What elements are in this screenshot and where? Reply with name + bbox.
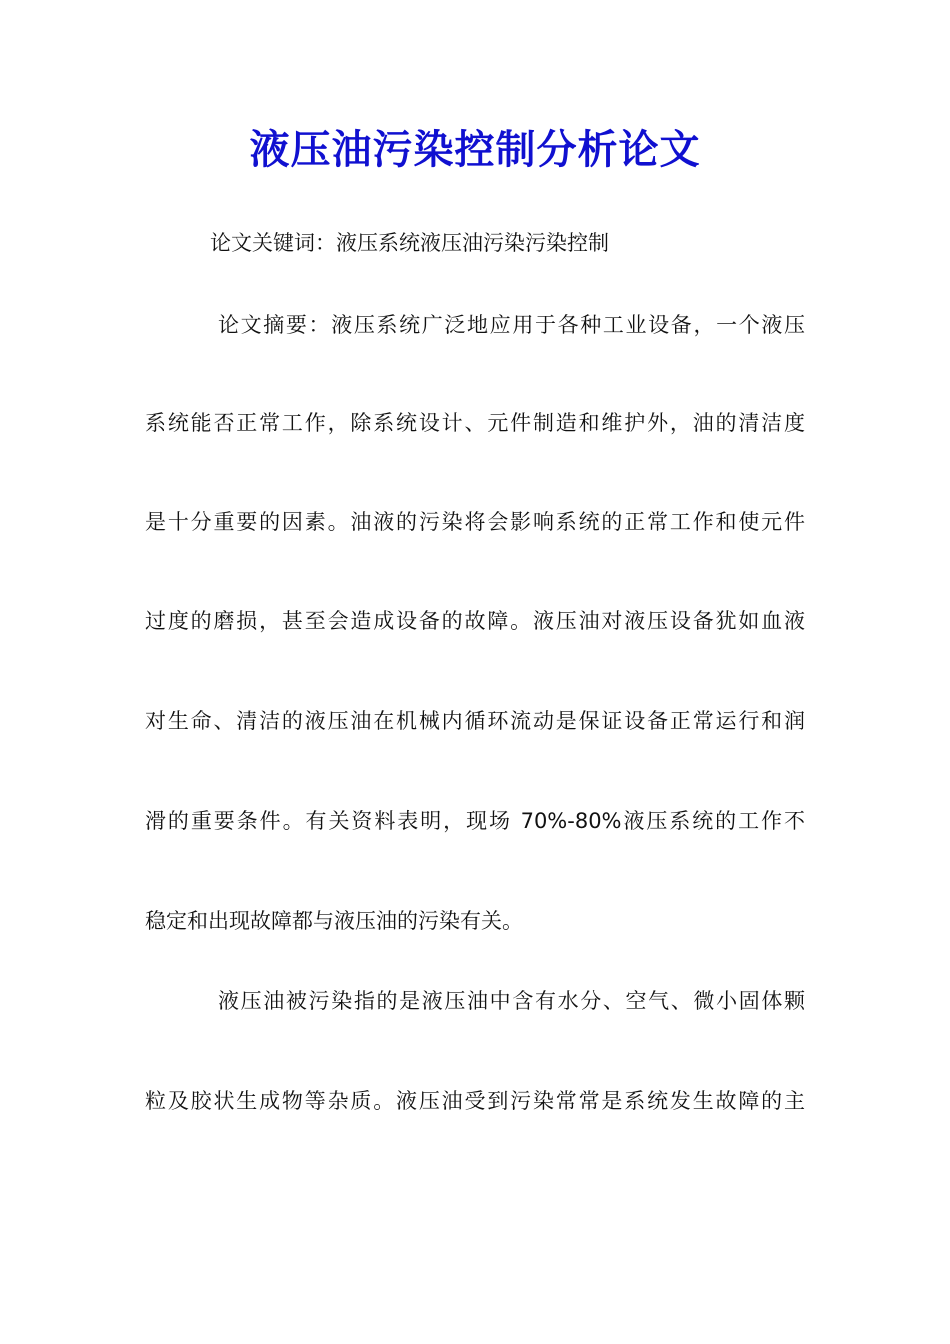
document-title: 液压油污染控制分析论文 xyxy=(249,126,701,173)
keywords-line: 论文关键词：液压系统液压油污染污染控制 xyxy=(210,231,609,255)
abstract-line-2: 系统能否正常工作，除系统设计、元件制造和维护外，油的清洁度 xyxy=(145,411,805,435)
abstract-line-3: 是十分重要的因素。油液的污染将会影响系统的正常工作和使元件 xyxy=(145,510,805,534)
abstract-line-4: 过度的磨损，甚至会造成设备的故障。液压油对液压设备犹如血液 xyxy=(145,609,805,633)
abstract-line-7: 稳定和出现故障都与液压油的污染有关。 xyxy=(145,909,523,933)
body-line-1: 液压油被污染指的是液压油中含有水分、空气、微小固体颗 xyxy=(218,989,805,1013)
abstract-line-1: 论文摘要：液压系统广泛地应用于各种工业设备，一个液压 xyxy=(218,313,805,337)
body-line-2: 粒及胶状生成物等杂质。液压油受到污染常常是系统发生故障的主 xyxy=(145,1089,805,1113)
abstract-line-5: 对生命、清洁的液压油在机械内循环流动是保证设备正常运行和润 xyxy=(145,709,805,733)
abstract-line-6: 滑的重要条件。有关资料表明，现场 70%-80%液压系统的工作不 xyxy=(145,809,805,833)
